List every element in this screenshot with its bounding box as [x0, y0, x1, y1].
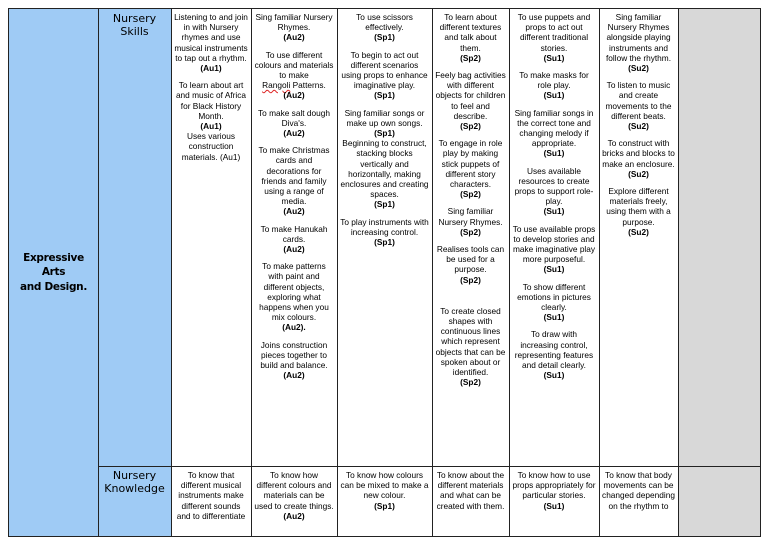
term-code: (Sp2) [460, 377, 481, 388]
spacer [254, 101, 334, 108]
term-code: (Au2) [283, 90, 305, 101]
grid-line [599, 8, 600, 537]
spacer [340, 210, 429, 217]
knowledge-cell-3 [337, 467, 432, 536]
skills-cell-6 [599, 9, 678, 467]
knowledge-cell-4 [432, 467, 509, 536]
objective-text: To use different colours and materials to make [254, 49, 334, 81]
term-code: (Su2) [628, 226, 649, 237]
objective-text: Feely bag activities with different objects for children to feel and describe. [435, 70, 506, 121]
term-code: (Au2) [283, 244, 305, 255]
spacer [435, 292, 506, 299]
spacer [602, 131, 675, 138]
term-code: (Au2) [283, 32, 305, 43]
objective-text: Listening to and join in with Nursery rhymes and use musical instruments to tap out a rhythm. [174, 12, 248, 63]
term-code: (Su1) [543, 52, 565, 63]
term-code: (Su2) [628, 168, 649, 179]
objective-text: To use puppets and props to act out different traditional stories. [517, 12, 591, 53]
knowledge-cell-5 [509, 467, 599, 536]
spacer [512, 275, 596, 282]
term-code: (Sp2) [460, 274, 481, 285]
objective-text: Sing familiar Nursery Rhymes. [255, 12, 333, 33]
objective-text: To listen to music and create movements to the different beats. [605, 80, 672, 121]
term-code: (Su1) [543, 90, 565, 101]
spacer [512, 322, 596, 329]
grid-line [251, 8, 252, 537]
term-code: (Au2) [283, 370, 305, 381]
term-code: (Su1) [543, 206, 565, 217]
objective-text: To know that body movements can be changed depending on the rhythm to [602, 470, 675, 511]
spacer [512, 101, 596, 108]
grid-line [8, 8, 9, 537]
term-code: (Au2) [283, 510, 305, 521]
skills-cell-1 [171, 9, 251, 467]
spacer [254, 333, 334, 340]
objective-text: Explore different materials freely, using them with a purpose. [606, 186, 671, 227]
objective-text: To play instruments with increasing control. [340, 216, 429, 237]
objective-text: To begin to act out different scenarios using props to enhance imaginative play. [341, 49, 428, 91]
grid-line [337, 8, 338, 537]
grid-line [678, 8, 679, 537]
objective-text: Beginning to construct, stacking blocks vertically and horizontally, making enclosures and creating spaces. [340, 138, 429, 200]
spacer [254, 254, 334, 261]
skills-cell-3 [337, 9, 432, 467]
knowledge-cell-1 [171, 467, 251, 536]
term-code: (Au2) [283, 128, 305, 139]
objective-text: To use available props to develop stories and make imaginative play more purposeful. [512, 223, 596, 265]
spacer [435, 299, 506, 306]
spacer [174, 73, 248, 80]
objective-text [254, 80, 334, 90]
strand-skills-line1: Nursery [112, 12, 157, 25]
objective-text: To make Christmas cards and decorations for friends and family using a range of media. [258, 145, 330, 207]
grid-line [760, 8, 761, 537]
objective-text: To show different emotions in pictures clearly. [517, 281, 591, 313]
term-code: (Sp2) [460, 52, 481, 63]
objective-text: To learn about art and music of Africa for Black History Month. [175, 80, 247, 121]
objective-text: Uses various construction materials. (Au1) [181, 131, 241, 162]
grid-line [98, 8, 99, 537]
objective-text: To use scissors effectively. [356, 12, 413, 33]
spacer [512, 159, 596, 166]
objective-text: Realises tools can be used for a purpose. [436, 244, 505, 275]
blank-cell-knowledge [678, 467, 760, 536]
term-code: (Sp1) [374, 90, 395, 101]
objective-text: To make salt dough Diva's. [258, 107, 330, 128]
skills-cell-4 [432, 9, 509, 467]
objective-text: Joins construction pieces together to build and balance. [260, 339, 328, 371]
area-of-learning-cell [9, 9, 98, 536]
area-title-line1: Expressive Arts [23, 252, 84, 279]
area-title [11, 251, 97, 294]
area-title-line2: and Design. [19, 280, 88, 293]
objective-text-tail: Patterns. [290, 80, 326, 91]
term-code: (Sp1) [374, 32, 395, 43]
objective-text: To know about the different materials and what can be created with them. [436, 470, 505, 511]
skills-cell-5 [509, 9, 599, 467]
objective-text: To know how different colours and materials can be used to create things. [254, 470, 334, 511]
term-code: (Su1) [543, 370, 565, 381]
term-code: (Sp2) [460, 121, 481, 132]
objective-text: To learn about different textures and talk about them. [439, 12, 502, 53]
spacer [254, 43, 334, 50]
spacer [602, 73, 675, 80]
objective-text: To know how colours can be mixed to make a new colour. [340, 470, 429, 501]
term-code: (Sp2) [460, 189, 481, 200]
knowledge-cell-2 [251, 467, 337, 536]
objective-text: To make Hanukah cards. [260, 223, 328, 244]
objective-text: Sing familiar Nursery Rhymes alongside playing instruments and follow the rhythm. [605, 12, 672, 63]
objective-text: To engage in role play by making stick puppets of different story characters. [438, 138, 503, 190]
strand-skills-line2: Skills [120, 24, 149, 38]
objective-text: Sing familiar songs in the correct tone and changing melody if appropriate. [514, 107, 594, 149]
term-code: (Su2) [628, 121, 649, 132]
term-code: (Au2) [283, 206, 305, 217]
spacer [340, 43, 429, 50]
term-code: (Sp1) [374, 237, 395, 248]
objective-text: To make masks for role play. [519, 70, 589, 91]
spacer [254, 138, 334, 145]
objective-text: Sing familiar songs or make up own songs. [344, 107, 425, 128]
objective-text: To make patterns with paint and different objects, exploring what happens when you mix colours. [259, 261, 329, 323]
objective-text: Uses available resources to create props to support role-play. [514, 165, 594, 207]
strand-knowledge-line1: Nursery [112, 469, 157, 482]
spacer [254, 217, 334, 224]
objective-text: To construct with bricks and blocks to make an enclosure. [602, 138, 675, 169]
spacer [435, 63, 506, 70]
term-code: (Su1) [543, 264, 565, 275]
term-code: (Sp1) [374, 128, 395, 139]
term-code: (Sp1) [374, 500, 395, 511]
grid-line [98, 466, 761, 467]
grid-line [9, 536, 761, 537]
spacer [512, 63, 596, 70]
term-code: (Su1) [543, 500, 565, 511]
term-code: (Au1) [200, 121, 222, 132]
skills-cell-2 [251, 9, 337, 467]
knowledge-cell-6 [599, 467, 678, 536]
spacer [435, 131, 506, 138]
spacer [435, 285, 506, 292]
spacer [512, 217, 596, 224]
term-code: (Sp1) [374, 199, 395, 210]
term-code: (Su2) [628, 63, 649, 74]
strand-skills-cell [98, 9, 171, 467]
grid-line [432, 8, 433, 537]
spacer [435, 237, 506, 244]
strand-knowledge-line2: Knowledge [104, 481, 165, 495]
grid-line [9, 8, 761, 9]
spellcheck-word: Rangoli [262, 80, 291, 91]
spacer [340, 101, 429, 108]
strand-knowledge-cell [98, 467, 171, 536]
objective-text: To draw with increasing control, representing features and detail clearly. [514, 329, 594, 371]
term-code: (Su1) [543, 312, 565, 323]
spacer [602, 179, 675, 186]
objective-text: Sing familiar Nursery Rhymes. [438, 206, 503, 227]
term-code: (Au1) [200, 63, 222, 74]
term-code: (Su1) [543, 148, 565, 159]
objective-text: To know that different musical instruments make different sounds and to differentiate [176, 470, 246, 521]
grid-line [509, 8, 510, 537]
objective-text: To create closed shapes with continuous lines which represent objects that can be spoken about or identified. [435, 305, 506, 378]
spacer [435, 199, 506, 206]
grid-line [171, 8, 172, 537]
blank-cell-skills [678, 9, 760, 467]
term-code: (Sp2) [460, 226, 481, 237]
objective-text: To know how to use props appropriately for particular stories. [512, 470, 596, 501]
term-code: (Au2). [282, 322, 306, 333]
